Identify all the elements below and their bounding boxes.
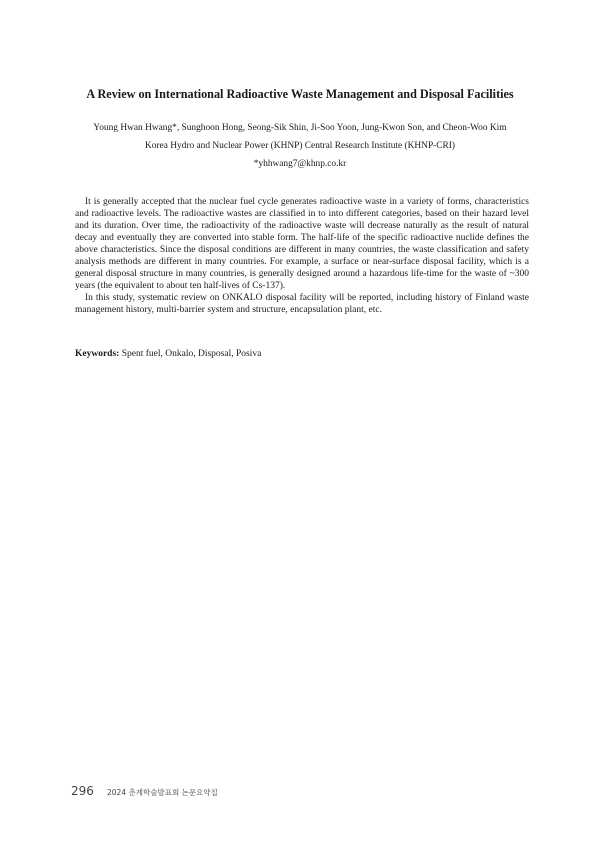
- keywords: [75, 348, 529, 360]
- abstract-paragraph: It is generally accepted that the nuclear fuel cycle generates radioactive waste in a variety of forms, characteristics and radioactive levels. The radioactive wastes are classified in to into different categories, based on their hazard level and its duration. Over time, the radioactivity of the radioactive waste will decrease naturally as the result of natural decay and eventually they are converted into stable form. The half-life of the specific radioactive nuclide defines the above characteristics. Since the disposal conditions are different in many countries, the waste classification and safety analysis methods are different in many countries. For example, a surface or near-surface disposal facility, which is a general disposal structure in many countries, is generally designed around a hazardous life-time for the waste of ~300 years (the equivalent to about ten half-lives of Cs-137).: [75, 197, 529, 291]
- abstract: [75, 197, 529, 317]
- affiliation: Korea Hydro and Nuclear Power (KHNP) Central Research Institute (KHNP-CRI): [144, 141, 456, 151]
- page-footer: [71, 780, 218, 799]
- paper-title: A Review on International Radioactive Waste Management and Disposal Facilities: [86, 87, 514, 101]
- author-list: Young Hwan Hwang*, Sunghoon Hong, Seong-Sik Shin, Ji-Soo Yoon, Jung-Kwon Son, and Cheon-Woo Kim: [93, 123, 507, 133]
- corresponding-email: *yhhwang7@khnp.co.kr: [253, 159, 347, 169]
- keywords-label: Keywords:: [75, 349, 120, 359]
- keywords-list: Spent fuel, Onkalo, Disposal, Posiva: [121, 349, 262, 359]
- proceedings-title: 2024 춘계학술발표회 논문요약집: [107, 788, 218, 797]
- page-number: 296: [71, 784, 94, 798]
- abstract-paragraph: In this study, systematic review on ONKALO disposal facility will be reported, including history of Finland waste management history, multi-barrier system and structure, encapsulation plant, etc.: [75, 292, 529, 315]
